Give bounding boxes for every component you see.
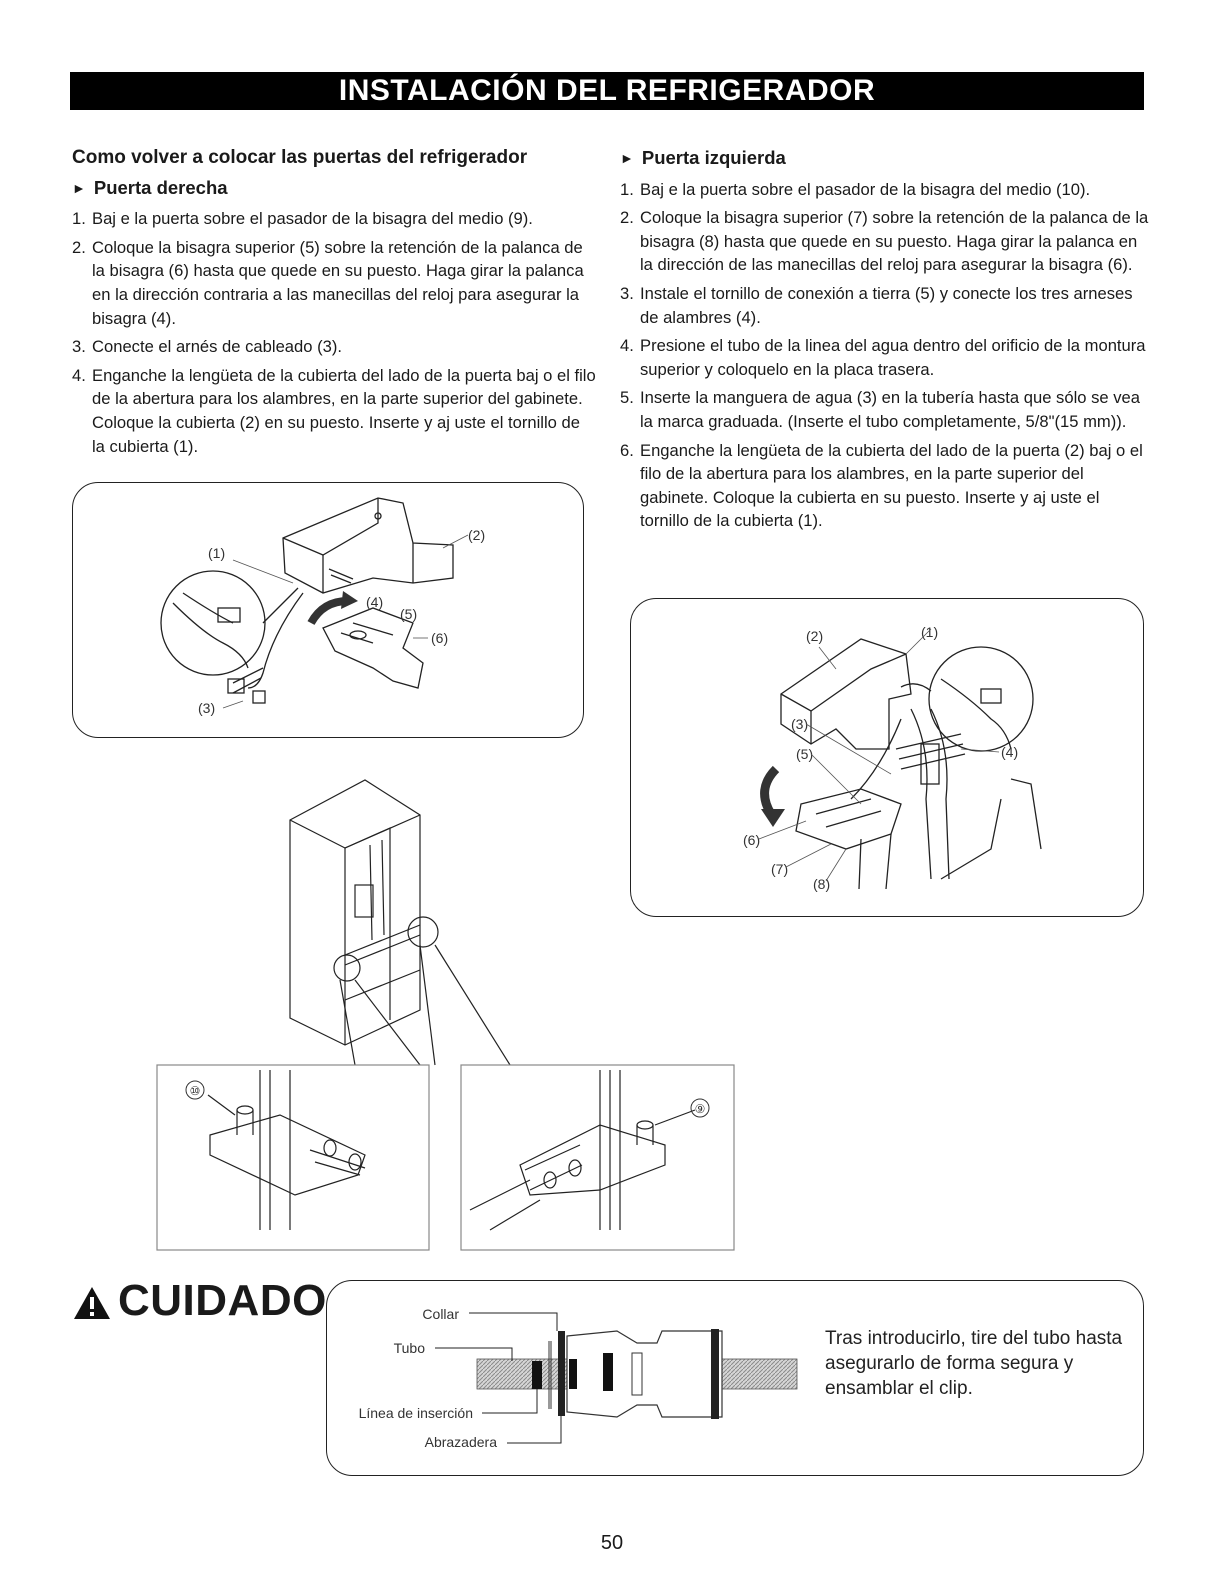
hinge-illustration	[73, 483, 583, 737]
list-item	[72, 236, 597, 330]
step-number: 3.	[620, 283, 634, 303]
collar-label: Collar	[422, 1306, 459, 1322]
subsection-label: Puerta izquierda	[641, 147, 786, 168]
left-door-steps	[620, 178, 1150, 533]
figure-label: (5)	[796, 746, 814, 762]
refrigerator-illustration	[150, 770, 750, 1255]
step-text: Baj e la puerta sobre el pasador de la bisagra del medio (10).	[640, 179, 1091, 199]
figure-label: (1)	[208, 545, 226, 561]
figure-label: (2)	[468, 527, 486, 543]
right-door-hinge-figure	[72, 482, 584, 738]
list-item	[620, 439, 1150, 533]
list-item	[72, 207, 597, 231]
right-column	[620, 146, 1150, 538]
figure-label: (5)	[400, 606, 418, 622]
clamp-label: Abrazadera	[424, 1434, 497, 1450]
step-number: 2.	[620, 208, 634, 228]
step-text: Baj e la puerta sobre el pasador de la bisagra del medio (9).	[92, 209, 533, 229]
figure-label: (3)	[791, 716, 809, 732]
list-item	[620, 334, 1150, 381]
step-number: 4.	[72, 365, 86, 385]
figure-label: (4)	[1001, 744, 1019, 760]
subsection-label: Puerta derecha	[93, 176, 228, 198]
step-number: 3.	[72, 337, 86, 357]
list-item	[620, 178, 1150, 202]
step-text: Coloque la bisagra superior (5) sobre la retención de la palanca de la bisagra (6) hasta que quede en su puesto. Haga girar la palanca en la dirección contraria a las manecillas del reloj para asegurar la bisagra (4).	[92, 237, 584, 328]
step-text: Presione el tubo de la linea del agua dentro del orificio de la montura superior y coloquelo en la placa trasera.	[640, 336, 1146, 379]
figure-label: ⑨	[694, 1102, 706, 1116]
page-number: 50	[600, 1532, 624, 1554]
caution-label: CUIDADO	[118, 1276, 327, 1325]
list-item	[620, 206, 1150, 277]
list-item	[620, 386, 1150, 433]
figure-label: (8)	[813, 876, 831, 892]
caution-box	[326, 1280, 1144, 1476]
figure-label: (7)	[771, 861, 789, 877]
list-item	[72, 335, 597, 359]
step-text: Enganche la lengüeta de la cubierta del lado de la puerta (2) baj o el filo de la abertura para los alambres, en la parte superior del gabinete. Coloque la cubierta en su puesto. Inserte y aj uste el tornillo de la cubierta (1).	[640, 440, 1143, 531]
step-number: 6.	[620, 440, 634, 460]
section-title: Como volver a colocar las puertas del refrigerador	[72, 147, 528, 168]
triangle-bullet-icon: ►	[72, 179, 86, 196]
step-number: 4.	[620, 336, 634, 356]
subsection-title-left-door	[620, 146, 1150, 172]
step-text: Coloque la bisagra superior (7) sobre la retención de la palanca de la bisagra (8) hasta que quede en su puesto. Haga girar la palanca en la dirección de las manecillas del reloj para asegurar la bisagra (6).	[640, 208, 1149, 275]
figure-label: ⑩	[189, 1084, 201, 1098]
step-text: Inserte la manguera de agua (3) en la tubería hasta que sólo se vea la marca graduada. (Inserte el tubo completamente, 5/8"(15 mm)).	[640, 388, 1140, 431]
figure-label: (1)	[921, 624, 939, 640]
list-item	[72, 364, 597, 458]
step-text: Instale el tornillo de conexión a tierra (5) y conecte los tres arneses de alambres (4).	[640, 283, 1133, 327]
right-door-steps	[72, 207, 597, 458]
figure-label: (2)	[806, 628, 824, 644]
step-number: 2.	[72, 237, 86, 257]
figure-label: (3)	[198, 700, 216, 716]
figure-label: (6)	[743, 832, 761, 848]
step-number: 1.	[72, 209, 86, 229]
step-text: Enganche la lengüeta de la cubierta del lado de la puerta baj o el filo de la abertura para los alambres, en la parte superior del gabinete. Coloque la cubierta (2) en su puesto. Inserte y aj uste el tornillo de la cubierta (1).	[92, 365, 596, 456]
refrigerator-door-hinge-figure	[150, 770, 750, 1255]
caution-text: Tras introducirlo, tire del tubo hasta asegurarlo de forma segura y ensamblar el clip.	[825, 1328, 1123, 1399]
triangle-bullet-icon: ►	[620, 150, 634, 166]
page-header-banner: INSTALACIÓN DEL REFRIGERADOR	[70, 72, 1144, 110]
step-text: Conecte el arnés de cableado (3).	[92, 337, 342, 357]
subsection-title-right-door	[72, 176, 597, 202]
tube-label: Tubo	[393, 1340, 425, 1356]
list-item	[620, 282, 1150, 329]
step-number: 1.	[620, 179, 634, 199]
figure-label: (6)	[431, 630, 449, 646]
caution-title	[72, 1276, 327, 1326]
left-column	[72, 146, 597, 463]
figure-label: (4)	[366, 594, 384, 610]
insertion-line-label: Línea de inserción	[358, 1405, 473, 1421]
warning-triangle-icon	[72, 1285, 112, 1321]
step-number: 5.	[620, 388, 634, 408]
